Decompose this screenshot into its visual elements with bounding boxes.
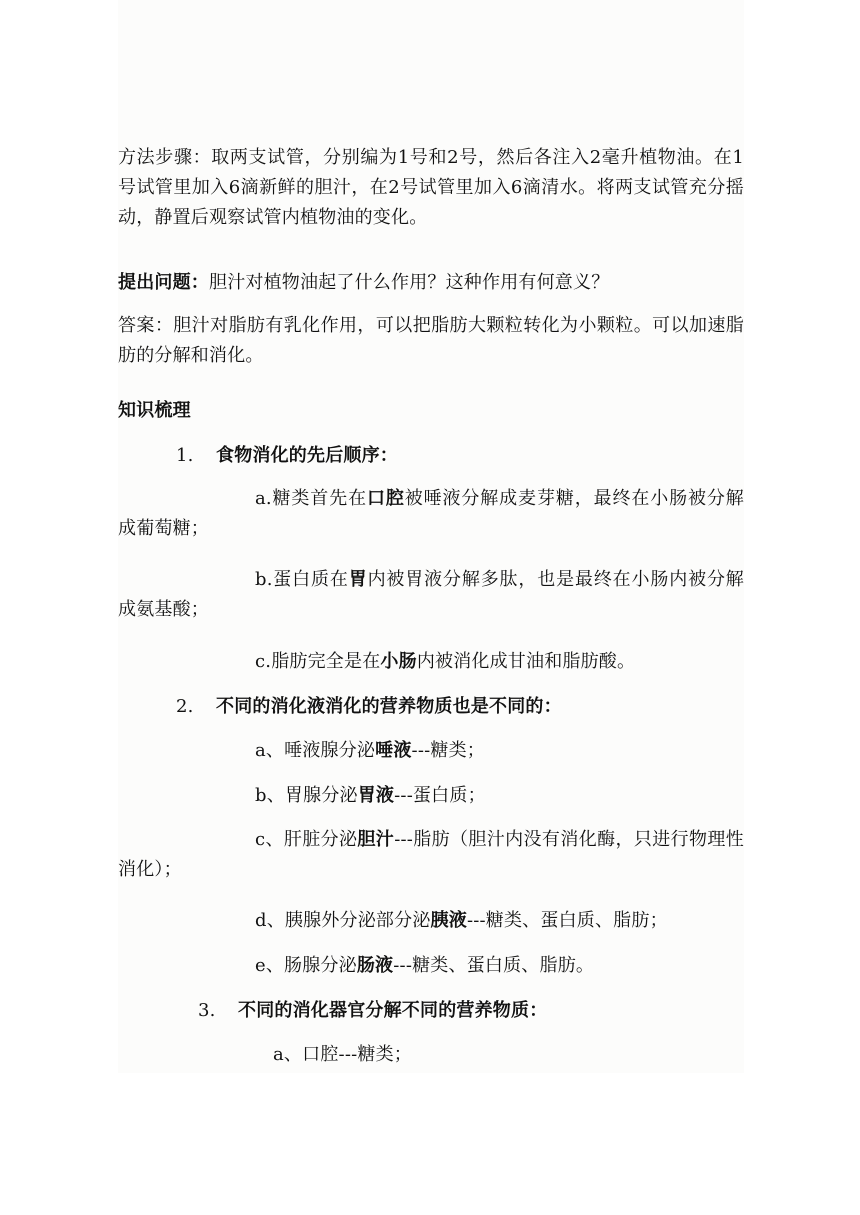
s2-e-pre: e、肠腺分泌	[255, 955, 357, 976]
s1-a-post: 被唾液分解成麦芽糖，最终在小肠被分解成葡萄糖；	[118, 488, 744, 539]
answer-text: 答案：胆汁对脂肪有乳化作用，可以把脂肪大颗粒转化为小颗粒。可以加速脂肪的分解和消化。	[118, 315, 744, 366]
s2-e-bold: 肠液	[356, 955, 394, 976]
question-label: 提出问题：	[118, 272, 209, 293]
s2-d-bold: 胰液	[430, 910, 467, 931]
s2-d-pre: d、胰腺外分泌部分泌	[255, 910, 431, 931]
s2-c-pre: c、肝脏分泌	[255, 829, 358, 850]
s2-title: 不同的消化液消化的营养物质也是不同的：	[216, 696, 562, 717]
method-paragraph	[118, 143, 744, 263]
s3-heading	[118, 996, 744, 1026]
s1-b-post: 内被胃液分解多肽，也是最终在小肠内被分解成氨基酸；	[118, 569, 744, 620]
s2-item-e	[118, 951, 744, 981]
s1-a-pre: a.糖类首先在	[255, 488, 367, 509]
s2-b-bold: 胃液	[357, 785, 395, 806]
s2-c-bold: 胆汁	[357, 829, 395, 850]
s2-a-post: ---糖类；	[411, 740, 485, 761]
s1-b-pre: b.蛋白质在	[255, 569, 349, 590]
s2-item-c	[118, 825, 744, 885]
section-title: 知识梳理	[118, 400, 191, 421]
s2-item-b	[118, 781, 744, 811]
s1-item-a	[118, 484, 744, 544]
s1-a-bold: 口腔	[366, 488, 405, 509]
s1-title: 食物消化的先后顺序：	[216, 445, 398, 466]
method-text: ：取两支试管，分别编为1号和2号，然后各注入2毫升植物油。在1号试管里加入6滴新鲜的胆汁，在2号试管里加入6滴清水。将两支试管充分摇动，静置后观察试管内植物油的变化。	[118, 147, 744, 228]
s2-number: 2.	[176, 696, 194, 717]
s2-item-a	[118, 736, 744, 766]
s1-b-bold: 胃	[348, 569, 368, 590]
s1-item-c	[118, 647, 744, 677]
s1-c-bold: 小肠	[380, 651, 417, 672]
s3-item-a	[118, 1040, 744, 1070]
s1-c-post: 内被消化成甘油和脂肪酸。	[416, 651, 636, 672]
s1-heading	[118, 441, 744, 471]
question-text: 胆汁对植物油起了什么作用？这种作用有何意义？	[209, 272, 610, 293]
s2-b-pre: b、胃腺分泌	[255, 785, 358, 806]
s2-a-bold: 唾液	[375, 740, 412, 761]
answer-paragraph	[118, 311, 744, 371]
s2-heading	[118, 692, 744, 722]
s2-d-post: ---糖类、蛋白质、脂肪；	[466, 910, 668, 931]
s3-a-text: a、口腔---糖类；	[273, 1044, 412, 1065]
s3-title: 不同的消化器官分解不同的营养物质：	[238, 1000, 548, 1021]
method-label: 方法步骤	[118, 147, 193, 168]
s2-a-pre: a、唾液腺分泌	[255, 740, 376, 761]
s2-c-post: ---脂肪（胆汁内没有消化酶，只进行物理性消化）；	[118, 829, 744, 880]
s2-e-post: ---糖类、蛋白质、脂肪。	[393, 955, 595, 976]
s1-c-pre: c.脂肪完全是在	[255, 651, 381, 672]
s1-item-b	[118, 565, 744, 625]
s3-number: 3.	[198, 1000, 216, 1021]
s2-b-post: ---蛋白质；	[394, 785, 486, 806]
s2-item-d	[118, 906, 744, 936]
s1-number: 1.	[176, 445, 194, 466]
question-paragraph	[118, 268, 744, 298]
